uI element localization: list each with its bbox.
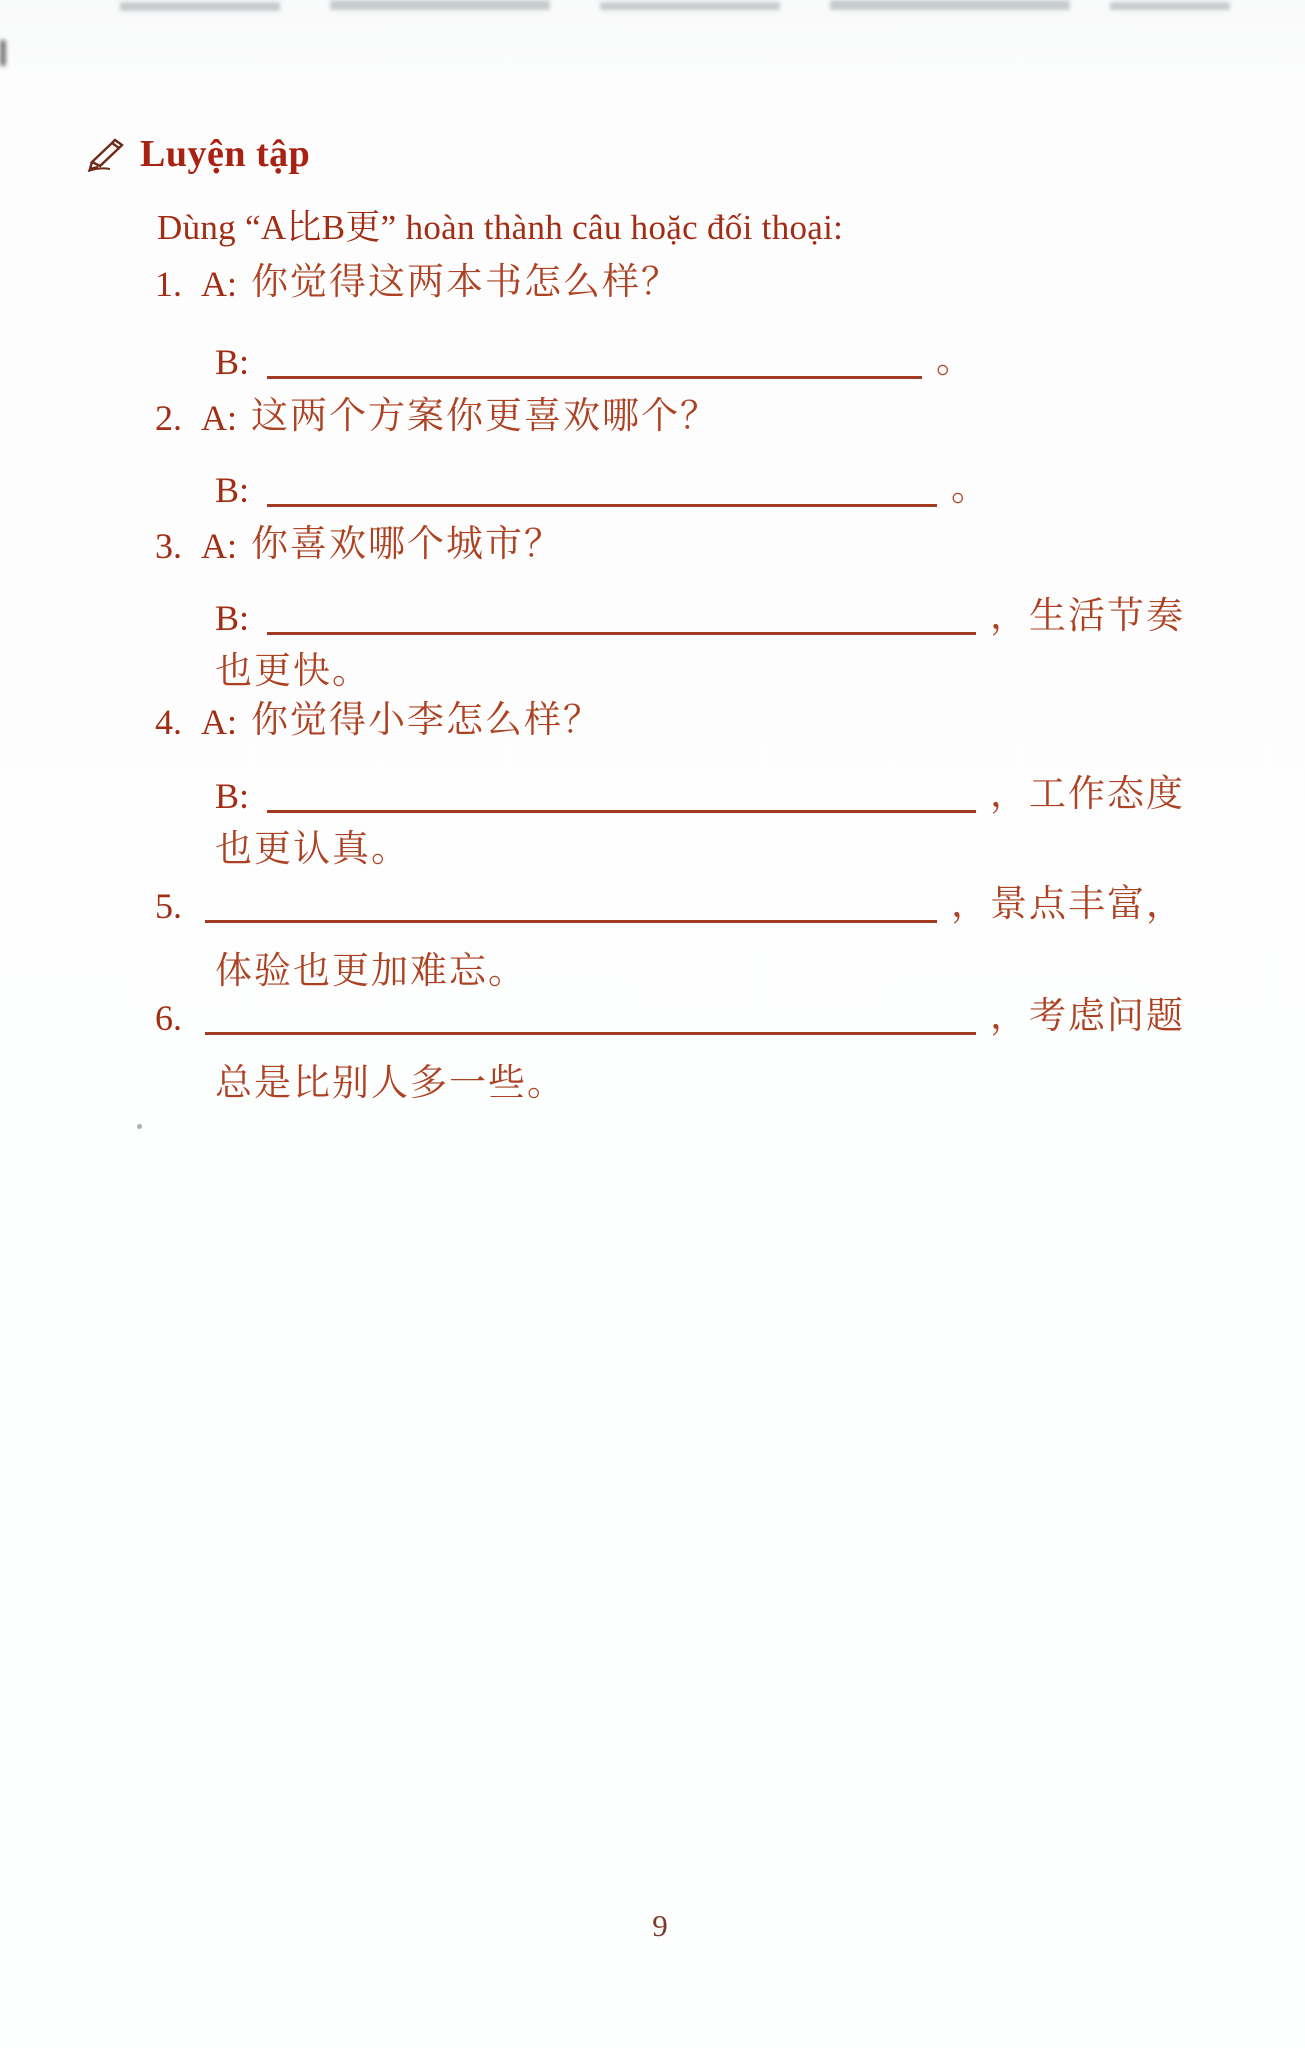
speaker-a-label: A: — [201, 701, 237, 742]
answer-blank — [205, 880, 937, 923]
after-blank-text: 。 — [936, 340, 975, 382]
scan-artifact — [120, 2, 280, 11]
answer-blank — [267, 770, 976, 813]
speaker-a-label: A: — [201, 525, 237, 566]
scan-artifact — [330, 0, 550, 10]
speaker-b-label: B: — [215, 470, 250, 510]
scan-artifact — [1110, 2, 1230, 10]
speaker-a-label: A: — [201, 263, 237, 304]
exercise-number: 5. — [155, 886, 182, 926]
after-blank-text: ，考虑问题 — [990, 996, 1185, 1038]
answer-blank — [267, 336, 922, 379]
exercise-number: 3. — [155, 525, 182, 566]
scan-artifact — [0, 40, 6, 66]
question-text: 你觉得小李怎么样？ — [251, 700, 602, 741]
exercise-number: 2. — [155, 397, 182, 438]
section-header — [86, 132, 310, 176]
page-number: 9 — [652, 1908, 668, 1943]
after-blank-text: ，生活节奏 — [990, 596, 1185, 638]
question-text: 这两个方案你更喜欢哪个？ — [251, 396, 719, 437]
speaker-b-label: B: — [215, 776, 250, 816]
section-title: Luyện tập — [140, 133, 311, 175]
scan-speck — [137, 1124, 142, 1129]
answer-blank — [267, 464, 937, 507]
after-blank-text: ，景点丰富， — [951, 884, 1185, 926]
exercise-4-answer — [215, 770, 1185, 817]
after-blank-text: 。 — [951, 468, 990, 510]
pen-icon — [86, 136, 126, 172]
exercise-number: 4. — [155, 701, 182, 742]
exercise-4-question — [155, 700, 602, 743]
exercise-4-continuation: 也更认真。 — [215, 829, 410, 870]
answer-blank — [205, 992, 976, 1035]
exercise-number: 1. — [155, 263, 182, 304]
exercise-2-answer — [215, 464, 990, 511]
question-text: 你觉得这两本书怎么样？ — [251, 262, 680, 303]
scan-artifact — [830, 0, 1070, 10]
exercise-5-sentence — [155, 880, 1185, 927]
speaker-b-label: B: — [215, 342, 250, 382]
exercise-3-answer — [215, 592, 1185, 639]
after-blank-text: ，工作态度 — [990, 774, 1185, 816]
exercise-3-continuation: 也更快。 — [215, 651, 371, 692]
question-text: 你喜欢哪个城市？ — [251, 524, 563, 565]
exercise-number: 6. — [155, 998, 182, 1038]
exercise-6-continuation: 总是比别人多一些。 — [215, 1063, 566, 1104]
scan-artifact — [600, 2, 780, 10]
answer-blank — [267, 592, 976, 635]
exercise-1-question — [155, 262, 680, 305]
exercise-1-answer — [215, 336, 975, 383]
speaker-b-label: B: — [215, 598, 250, 638]
exercise-5-continuation: 体验也更加难忘。 — [215, 951, 527, 992]
exercise-3-question — [155, 524, 563, 567]
exercise-instruction: Dùng “A比B更” hoàn thành câu hoặc đối thoại: — [157, 208, 844, 247]
exercise-6-sentence — [155, 992, 1185, 1039]
exercise-2-question — [155, 396, 719, 439]
speaker-a-label: A: — [201, 397, 237, 438]
